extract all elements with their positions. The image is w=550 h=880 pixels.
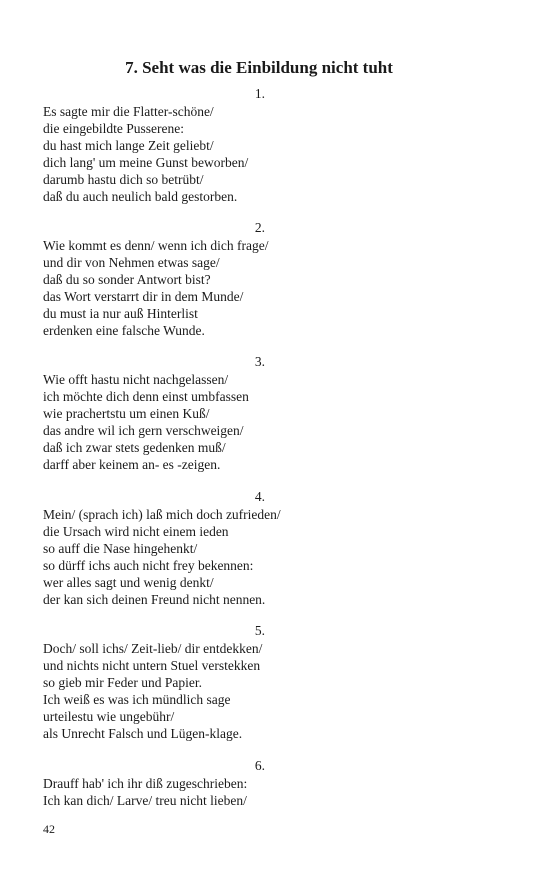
poem-title: 7. Seht was die Einbildung nicht tuht [125, 58, 393, 77]
verse-line: Drauff hab' ich ihr diß zugeschrieben: [43, 776, 248, 791]
stanza-lines [43, 237, 269, 339]
verse-line: Es sagte mir die Flatter-schöne/ [43, 104, 214, 119]
stanza-lines [43, 103, 248, 205]
verse-line: Wie offt hastu nicht nachgelassen/ [43, 372, 229, 387]
stanza-lines [43, 506, 281, 608]
verse-line: die eingebildte Pusserene: [43, 121, 184, 136]
verse-line: Wie kommt es denn/ wenn ich dich frage/ [43, 238, 269, 253]
verse-line: der kan sich deinen Freund nicht nennen. [43, 592, 266, 607]
verse-line: du must ia nur auß Hinterlist [43, 306, 198, 321]
verse-line: urteilestu wie ungebühr/ [43, 709, 175, 724]
stanza-lines [43, 775, 247, 809]
verse-line: erdenken eine falsche Wunde. [43, 323, 205, 338]
verse-line: und nichts nicht untern Stuel verstekken [43, 658, 261, 673]
verse-line: daß du auch neulich bald gestorben. [43, 189, 238, 204]
stanza-number: 1. [254, 86, 265, 101]
stanza-number: 3. [254, 354, 265, 369]
verse-line: das andre wil ich gern verschweigen/ [43, 423, 244, 438]
verse-line: und dir von Nehmen etwas sage/ [43, 255, 220, 270]
verse-line: wie prachertstu um einen Kuß/ [43, 406, 210, 421]
stanza-number: 6. [254, 758, 265, 773]
stanza-number: 4. [254, 489, 265, 504]
verse-line: dich lang' um meine Gunst beworben/ [43, 155, 249, 170]
verse-line: so gieb mir Feder und Papier. [43, 675, 202, 690]
verse-line: du hast mich lange Zeit geliebt/ [43, 138, 214, 153]
verse-line: wer alles sagt und wenig denkt/ [43, 575, 214, 590]
verse-line: darumb hastu dich so betrübt/ [43, 172, 204, 187]
verse-line: darff aber keinem an- es -zeigen. [43, 457, 221, 472]
stanza-lines [43, 371, 249, 473]
verse-line: als Unrecht Falsch und Lügen-klage. [43, 726, 243, 741]
verse-line: Ich weiß es was ich mündlich sage [43, 692, 231, 707]
verse-line: so auff die Nase hingehenkt/ [43, 541, 198, 556]
stanza-number: 5. [254, 623, 265, 638]
page-number: 42 [43, 822, 55, 836]
verse-line: daß du so sonder Antwort bist? [43, 272, 211, 287]
verse-line: so dürff ichs auch nicht frey bekennen: [43, 558, 254, 573]
verse-line: Mein/ (sprach ich) laß mich doch zufrieden/ [43, 507, 281, 522]
verse-line: daß ich zwar stets gedenken muß/ [43, 440, 226, 455]
verse-line: Doch/ soll ichs/ Zeit-lieb/ dir entdekken/ [43, 641, 263, 656]
verse-line: ich möchte dich denn einst umbfassen [43, 389, 249, 404]
verse-line: das Wort verstarrt dir in dem Munde/ [43, 289, 244, 304]
stanza-number: 2. [254, 220, 265, 235]
verse-line: Ich kan dich/ Larve/ treu nicht lieben/ [43, 793, 247, 808]
verse-line: die Ursach wird nicht einem ieden [43, 524, 229, 539]
stanza-lines [43, 640, 262, 742]
